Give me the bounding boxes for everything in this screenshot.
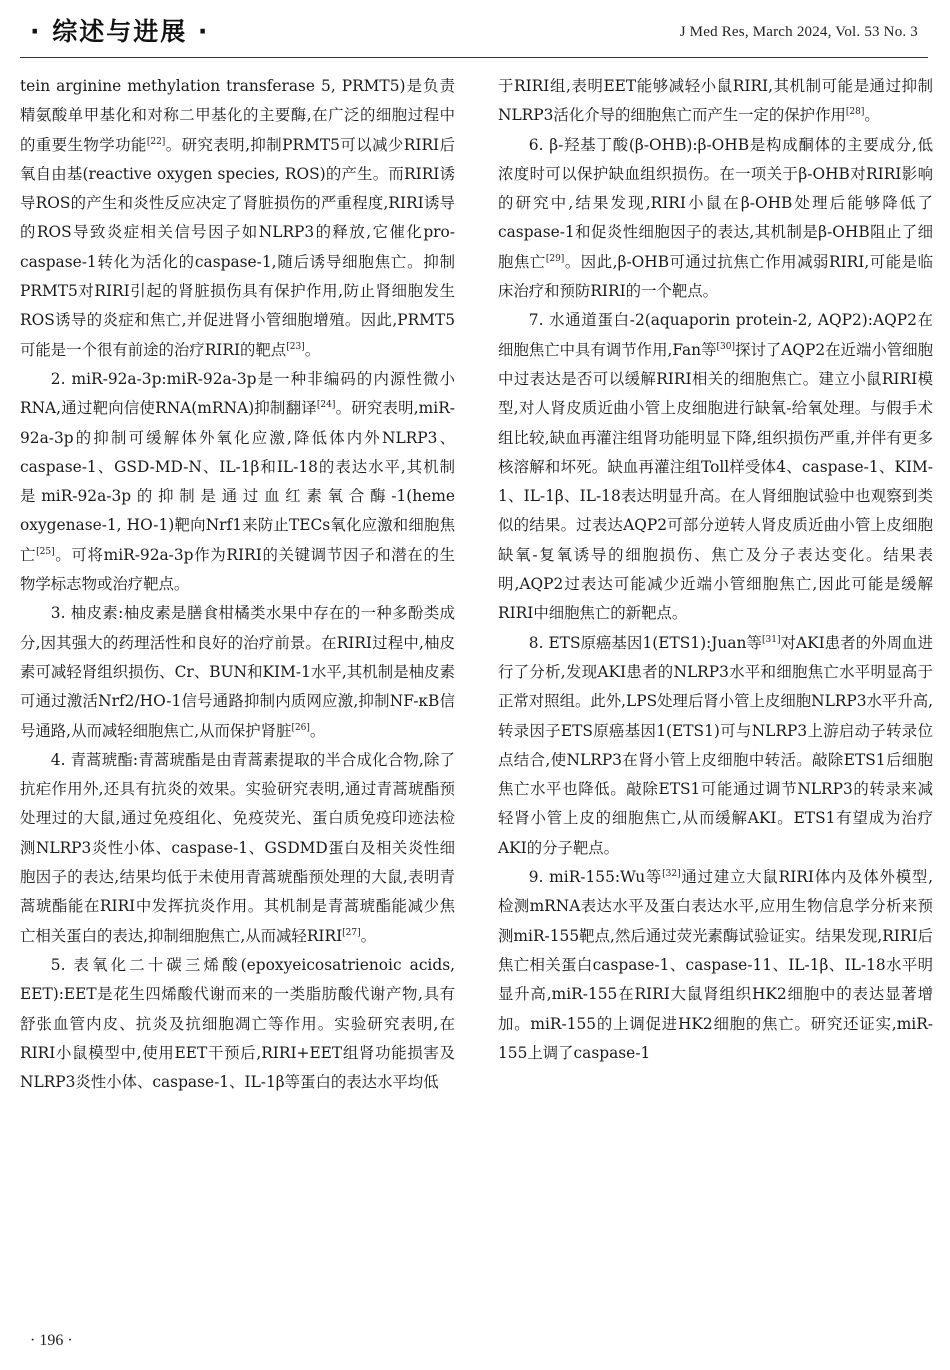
paragraph-artesunate: 4. 青蒿琥酯:青蒿琥酯是由青蒿素提取的半合成化合物,除了抗疟作用外,还具有抗炎的效果。实验研究表明,通过青蒿琥酯预处理过的大鼠,通过免疫组化、免疫荧光、蛋白质免疫印迹法检测NLRP3炎性小体、caspase-1、GSDMD蛋白及相关炎性细胞因子的表达,结果均低于未使用青蒿琥酯预处理的大鼠,表明青蒿琥酯能在RIRI中发挥抗炎作用。其机制是青蒿琥酯能减少焦亡相关蛋白的表达,抑制细胞焦亡,从而减轻RIRI[27]。 <box>20 750 455 945</box>
right-column <box>498 72 933 1068</box>
paragraph-prmt5-continued: tein arginine methylation transferase 5, PRMT5)是负责精氨酸单甲基化和对称二甲基化的主要酶,在广泛的细胞过程中的重要生物学功能[22]。研究表明,抑制PRMT5可以减少RIRI后氧自由基(reactive oxygen species, ROS)的产生。而RIRI诱导ROS的产生和炎性反应决定了肾脏损伤的严重程度,RIRI诱导的ROS导致炎症相关信号因子如NLRP3的释放,它催化pro-caspase-1转化为活化的caspase-1,随后诱导细胞焦亡。抑制PRMT5对RIRI引起的肾脏损伤具有保护作用,防止肾细胞发生ROS诱导的炎症和焦亡,并促进肾小管细胞增殖。因此,PRMT5可能是一个很有前途的治疗RIRI的靶点[23]。 <box>20 77 455 359</box>
page-number: · 196 · <box>30 1332 73 1349</box>
paragraph-ets1: 8. ETS原癌基因1(ETS1):Juan等[31]对AKI患者的外周血进行了分析,发现AKI患者的NLRP3水平和细胞焦亡水平明显高于正常对照组。此外,LPS处理后肾小管上皮细胞NLRP3水平升高,转录因子ETS原癌基因1(ETS1)可与NLRP3上游启动子转录位点结合,使NLRP3在肾小管上皮细胞中转活。敲除ETS1后细胞焦亡水平也降低。敲除ETS1可能通过调节NLRP3的转录来减轻肾小管上皮的细胞焦亡,从而缓解AKI。ETS1有望成为治疗AKI的分子靶点。 <box>498 633 933 857</box>
section-title: · 综述与进展 · <box>30 17 210 46</box>
paragraph-naringenin: 3. 柚皮素:柚皮素是膳食柑橘类水果中存在的一种多酚类成分,因其强大的药理活性和良好的治疗前景。在RIRI过程中,柚皮素可减轻肾组织损伤、Cr、BUN和KIM-1水平,其机制是柚皮素可通过激活Nrf2/HO-1信号通路抑制内质网应激,抑制NF-κB信号通路,从而减轻细胞焦亡,从而保护肾脏[26]。 <box>20 604 455 740</box>
paragraph-mir-92a: 2. miR-92a-3p:miR-92a-3p是一种非编码的内源性微小RNA,通过靶向信使RNA(mRNA)抑制翻译[24]。研究表明,miR-92a-3p的抑制可缓解体外氧化应激,降低体内外NLRP3、caspase-1、GSD-MD-N、IL-1β和IL-18的表达水平,其机制是miR-92a-3p的抑制是通过血红素氧合酶-1(heme oxygenase-1, HO-1)靶向Nrf1来防止TECs氧化应激和细胞焦亡[25]。可将miR-92a-3p作为RIRI的关键调节因子和潜在的生物学标志物或治疗靶点。 <box>20 369 455 594</box>
left-column <box>20 72 455 1097</box>
page-header <box>0 0 950 72</box>
journal-info: J Med Res, March 2024, Vol. 53 No. 3 <box>679 24 918 40</box>
header-rule <box>20 57 928 58</box>
paragraph-eet: 5. 表氧化二十碳三烯酸(epoxyeicosatrienoic acids, EET):EET是花生四烯酸代谢而来的一类脂肪酸代谢产物,具有舒张血管内皮、抗炎及抗细胞凋亡等作用。实验研究表明,在RIRI小鼠模型中,使用EET干预后,RIRI+EET组肾功能损害及NLRP3炎性小体、caspase-1、IL-1β等蛋白的表达水平均低 <box>20 955 455 1092</box>
paragraph-aqp2: 7. 水通道蛋白-2(aquaporin protein-2, AQP2):AQP2在细胞焦亡中具有调节作用,Fan等[30]探讨了AQP2在近端小管细胞中过表达是否可以缓解RIRI相关的细胞焦亡。建立小鼠RIRI模型,对人肾皮质近曲小管上皮细胞进行缺氧-给氧处理。与假手术组比较,缺血再灌注组肾功能明显下降,组织损伤严重,并伴有更多核溶解和坏死。缺血再灌注组Toll样受体4、caspase-1、KIM-1、IL-1β、IL-18表达明显升高。在人肾细胞试验中也观察到类似的结果。过表达AQP2可部分逆转人肾皮质近曲小管上皮细胞缺氧-复氧诱导的细胞损伤、焦亡及分子表达变化。结果表明,AQP2过表达可能减少近端小管细胞焦亡,因此可能是缓解RIRI中细胞焦亡的新靶点。 <box>498 311 933 623</box>
paragraph-mir-155: 9. miR-155:Wu等[32]通过建立大鼠RIRI体内及体外模型,检测mRNA表达水平及蛋白表达水平,应用生物信息学分析来预测miR-155靶点,然后通过荧光素酶试验证实。结果发现,RIRI后焦亡相关蛋白caspase-1、caspase-11、IL-1β、IL-18水平明显升高,miR-155在RIRI大鼠肾组织HK2细胞中的表达显著增加。miR-155的上调促进HK2细胞的焦亡。研究还证实,miR-155上调了caspase-1 <box>498 868 933 1062</box>
paragraph-eet-continued: 于RIRI组,表明EET能够减轻小鼠RIRI,其机制可能是通过抑制NLRP3活化介导的细胞焦亡而产生一定的保护作用[28]。 <box>498 77 933 125</box>
paragraph-beta-ohb: 6. β-羟基丁酸(β-OHB):β-OHB是构成酮体的主要成分,低浓度时可以保护缺血组织损伤。在一项关于β-OHB对RIRI影响的研究中,结果发现,RIRI小鼠在β-OHB处理后能够降低了caspase-1和促炎性细胞因子的表达,其机制是β-OHB阻止了细胞焦亡[29]。因此,β-OHB可通过抗焦亡作用减弱RIRI,可能是临床治疗和预防RIRI的一个靶点。 <box>498 135 933 301</box>
